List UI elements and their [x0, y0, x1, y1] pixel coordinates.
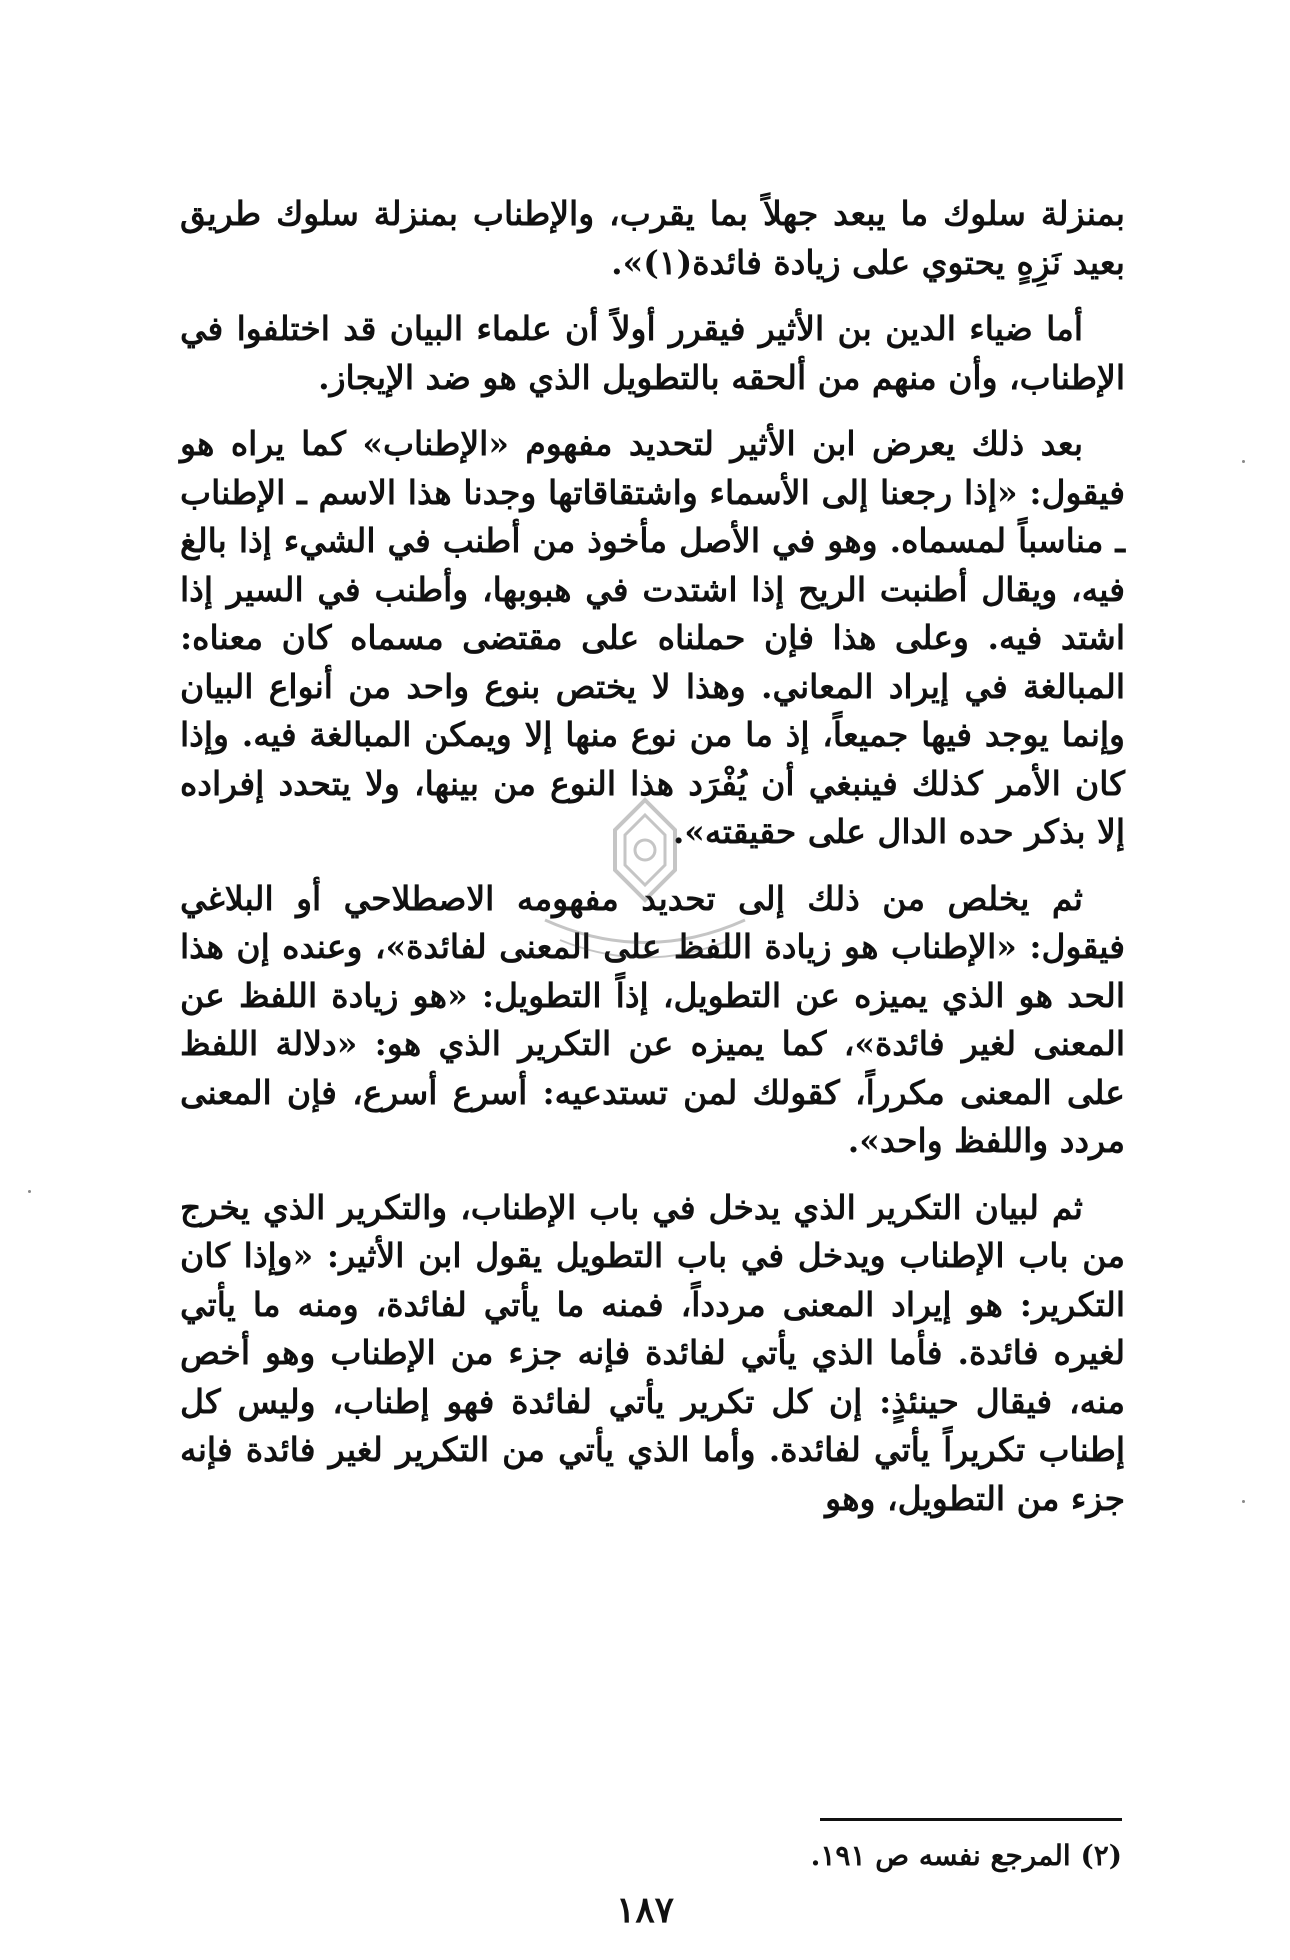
paragraph-4: ثم يخلص من ذلك إلى تحديد مفهومه الاصطلاحي أو البلاغي فيقول: «الإطناب هو زيادة اللفظ على المعنى لفائدة»، وعنده إن هذا الحد هو الذي يميزه عن التطويل، إذاً التطويل: «هو زيادة اللفظ عن المعنى لغير فائدة»، كما يميزه عن التكرير الذي هو: «دلالة اللفظ على المعنى مكرراً، كقولك لمن تستدعيه: أسرع أسرع، فإن المعنى مردد واللفظ واحد».: [180, 878, 1125, 1160]
footnote-divider: [820, 1818, 1122, 1821]
scan-speck: [1242, 460, 1245, 463]
page-number: ١٨٧: [615, 1889, 674, 1931]
paragraph-3: بعد ذلك يعرض ابن الأثير لتحديد مفهوم «الإطناب» كما يراه هو فيقول: «إذا رجعنا إلى الأسماء واشتقاقاتها وجدنا هذا الاسم ـ الإطناب ـ مناسباً لمسماه. وهو في الأصل مأخوذ من أطنب في الشيء إذا بالغ فيه، ويقال أطنبت الريح إذا اشتدت في هبوبها، وأطنب في السير إذا اشتد فيه. وعلى هذا فإن حملناه على مقتضى مسماه كان معناه: المبالغة في إيراد المعاني. وهذا لا يختص بنوع واحد من أنواع البيان وإنما يوجد فيها جميعاً، إذ ما من نوع منها إلا ويمكن المبالغة فيه. وإذا كان الأمر كذلك فينبغي أن يُفْرَد هذا النوع من بينها، ولا يتحدد إفراده إلا بذكر حده الدال على حقيقته».: [180, 424, 1125, 851]
scan-speck: [28, 1190, 31, 1193]
paragraph-5: ثم لبيان التكرير الذي يدخل في باب الإطناب، والتكرير الذي يخرج من باب الإطناب ويدخل في باب التطويل يقول ابن الأثير: «وإذا كان التكرير: هو إيراد المعنى مردداً، فمنه ما يأتي لفائدة، ومنه ما يأتي لغيره فائدة. فأما الذي يأتي لفائدة فإنه جزء من الإطناب وهو أخص منه، فيقال حينئذٍ: إن كل تكرير يأتي لفائدة فهو إطناب، وليس كل إطناب تكريراً يأتي لفائدة. وأما الذي يأتي من التكرير لغير فائدة فإنه جزء من التطويل، وهو: [180, 1187, 1125, 1518]
scan-speck: [1242, 1500, 1245, 1503]
library-stamp-watermark: [525, 790, 765, 980]
paragraph-2: أما ضياء الدين بن الأثير فيقرر أولاً أن علماء البيان قد اختلفوا في الإطناب، وأن منهم من ألحقه بالتطويل الذي هو ضد الإيجاز.: [180, 309, 1125, 397]
footnote: (٢) المرجع نفسه ص ١٩١.: [810, 1839, 1122, 1872]
paragraph-1: بمنزلة سلوك ما يبعد جهلاً بما يقرب، والإطناب بمنزلة سلوك طريق بعيد نَزِهٍ يحتوي على زيادة فائدة(١)».: [180, 194, 1125, 282]
